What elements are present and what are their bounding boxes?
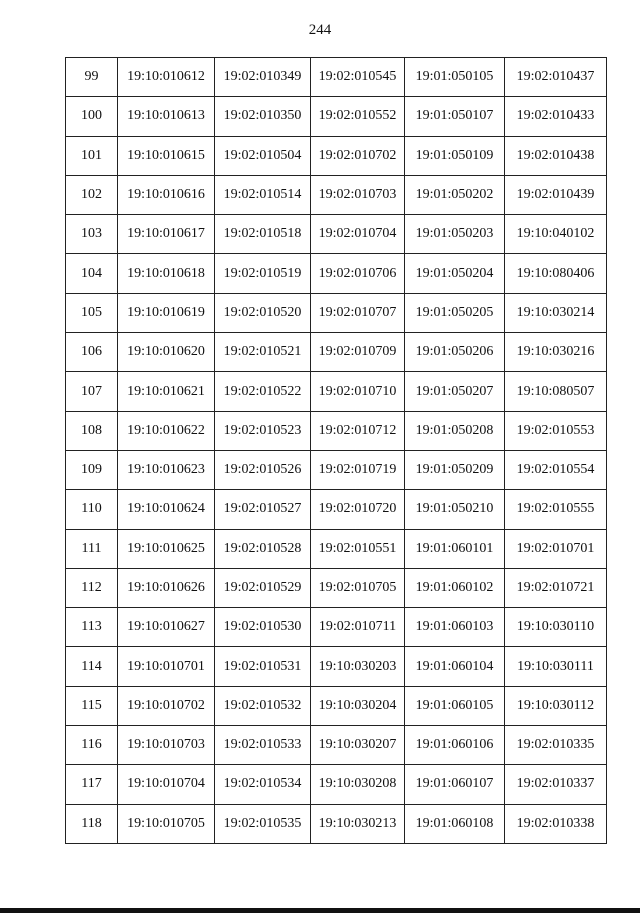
cadastral-number-cell: 19:01:050206 bbox=[405, 333, 505, 372]
cadastral-number-cell: 19:02:010535 bbox=[215, 804, 311, 843]
cadastral-number-cell: 19:02:010338 bbox=[505, 804, 607, 843]
row-number-cell: 115 bbox=[66, 686, 118, 725]
cadastral-number-cell: 19:10:010627 bbox=[118, 608, 215, 647]
cadastral-number-cell: 19:02:010437 bbox=[505, 58, 607, 97]
cadastral-number-cell: 19:01:050207 bbox=[405, 372, 505, 411]
cadastral-number-cell: 19:01:050204 bbox=[405, 254, 505, 293]
cadastral-number-cell: 19:10:030214 bbox=[505, 293, 607, 332]
cadastral-number-cell: 19:10:010619 bbox=[118, 293, 215, 332]
table-row bbox=[66, 254, 607, 293]
row-number-cell: 100 bbox=[66, 97, 118, 136]
cadastral-number-cell: 19:01:060101 bbox=[405, 529, 505, 568]
row-number-cell: 108 bbox=[66, 411, 118, 450]
table-row bbox=[66, 450, 607, 489]
cadastral-number-cell: 19:02:010553 bbox=[505, 411, 607, 450]
cadastral-number-cell: 19:02:010532 bbox=[215, 686, 311, 725]
table-row bbox=[66, 97, 607, 136]
table-row bbox=[66, 372, 607, 411]
cadastral-number-cell: 19:02:010514 bbox=[215, 175, 311, 214]
cadastral-number-cell: 19:10:030110 bbox=[505, 608, 607, 647]
table-row bbox=[66, 411, 607, 450]
cadastral-number-cell: 19:02:010438 bbox=[505, 136, 607, 175]
cadastral-number-cell: 19:02:010522 bbox=[215, 372, 311, 411]
cadastral-number-cell: 19:02:010720 bbox=[311, 490, 405, 529]
table-row bbox=[66, 136, 607, 175]
cadastral-number-cell: 19:02:010433 bbox=[505, 97, 607, 136]
row-number-cell: 101 bbox=[66, 136, 118, 175]
cadastral-number-cell: 19:02:010531 bbox=[215, 647, 311, 686]
row-number-cell: 102 bbox=[66, 175, 118, 214]
cadastral-number-cell: 19:10:030112 bbox=[505, 686, 607, 725]
cadastral-number-cell: 19:10:010705 bbox=[118, 804, 215, 843]
cadastral-number-cell: 19:02:010710 bbox=[311, 372, 405, 411]
cadastral-number-cell: 19:10:030204 bbox=[311, 686, 405, 725]
cadastral-number-cell: 19:10:010702 bbox=[118, 686, 215, 725]
cadastral-number-cell: 19:02:010521 bbox=[215, 333, 311, 372]
cadastral-number-cell: 19:10:030208 bbox=[311, 765, 405, 804]
cadastral-number-cell: 19:01:050209 bbox=[405, 450, 505, 489]
cadastral-number-cell: 19:02:010349 bbox=[215, 58, 311, 97]
cadastral-number-cell: 19:02:010551 bbox=[311, 529, 405, 568]
cadastral-number-cell: 19:01:060105 bbox=[405, 686, 505, 725]
cadastral-number-cell: 19:02:010554 bbox=[505, 450, 607, 489]
row-number-cell: 109 bbox=[66, 450, 118, 489]
cadastral-number-cell: 19:10:010624 bbox=[118, 490, 215, 529]
table-row bbox=[66, 647, 607, 686]
cadastral-number-cell: 19:01:060103 bbox=[405, 608, 505, 647]
cadastral-number-cell: 19:02:010504 bbox=[215, 136, 311, 175]
cadastral-number-cell: 19:10:080507 bbox=[505, 372, 607, 411]
cadastral-number-cell: 19:10:010621 bbox=[118, 372, 215, 411]
cadastral-number-cell: 19:01:050107 bbox=[405, 97, 505, 136]
cadastral-number-cell: 19:01:050109 bbox=[405, 136, 505, 175]
cadastral-number-cell: 19:02:010534 bbox=[215, 765, 311, 804]
cadastral-number-cell: 19:01:050203 bbox=[405, 215, 505, 254]
table-row bbox=[66, 175, 607, 214]
table-row bbox=[66, 804, 607, 843]
cadastral-number-cell: 19:10:010623 bbox=[118, 450, 215, 489]
table-row bbox=[66, 765, 607, 804]
cadastral-number-cell: 19:10:010617 bbox=[118, 215, 215, 254]
cadastral-number-cell: 19:02:010528 bbox=[215, 529, 311, 568]
cadastral-number-cell: 19:02:010533 bbox=[215, 726, 311, 765]
row-number-cell: 116 bbox=[66, 726, 118, 765]
table-row bbox=[66, 726, 607, 765]
row-number-cell: 104 bbox=[66, 254, 118, 293]
cadastral-number-cell: 19:10:010618 bbox=[118, 254, 215, 293]
cadastral-number-cell: 19:02:010529 bbox=[215, 568, 311, 607]
table-body bbox=[66, 58, 607, 844]
cadastral-number-cell: 19:02:010519 bbox=[215, 254, 311, 293]
cadastral-number-cell: 19:02:010704 bbox=[311, 215, 405, 254]
cadastral-number-cell: 19:10:040102 bbox=[505, 215, 607, 254]
row-number-cell: 106 bbox=[66, 333, 118, 372]
cadastral-number-cell: 19:10:010703 bbox=[118, 726, 215, 765]
cadastral-number-cell: 19:10:030213 bbox=[311, 804, 405, 843]
table-row bbox=[66, 293, 607, 332]
cadastral-number-cell: 19:01:060102 bbox=[405, 568, 505, 607]
cadastral-number-cell: 19:01:060107 bbox=[405, 765, 505, 804]
cadastral-number-cell: 19:01:050105 bbox=[405, 58, 505, 97]
cadastral-number-cell: 19:02:010709 bbox=[311, 333, 405, 372]
cadastral-number-cell: 19:02:010721 bbox=[505, 568, 607, 607]
table-row bbox=[66, 215, 607, 254]
cadastral-number-cell: 19:02:010555 bbox=[505, 490, 607, 529]
row-number-cell: 118 bbox=[66, 804, 118, 843]
page-bottom-edge bbox=[0, 908, 640, 913]
cadastral-number-cell: 19:10:010622 bbox=[118, 411, 215, 450]
cadastral-number-cell: 19:02:010702 bbox=[311, 136, 405, 175]
cadastral-number-cell: 19:10:030111 bbox=[505, 647, 607, 686]
cadastral-number-cell: 19:02:010337 bbox=[505, 765, 607, 804]
row-number-cell: 103 bbox=[66, 215, 118, 254]
cadastral-number-cell: 19:02:010711 bbox=[311, 608, 405, 647]
cadastral-number-cell: 19:02:010523 bbox=[215, 411, 311, 450]
cadastral-number-cell: 19:02:010526 bbox=[215, 450, 311, 489]
cadastral-number-cell: 19:02:010530 bbox=[215, 608, 311, 647]
table-row bbox=[66, 686, 607, 725]
cadastral-number-cell: 19:10:010620 bbox=[118, 333, 215, 372]
row-number-cell: 112 bbox=[66, 568, 118, 607]
row-number-cell: 110 bbox=[66, 490, 118, 529]
cadastral-number-cell: 19:10:010626 bbox=[118, 568, 215, 607]
row-number-cell: 111 bbox=[66, 529, 118, 568]
cadastral-number-cell: 19:02:010545 bbox=[311, 58, 405, 97]
table-row bbox=[66, 608, 607, 647]
cadastral-number-cell: 19:02:010707 bbox=[311, 293, 405, 332]
cadastral-number-cell: 19:10:010701 bbox=[118, 647, 215, 686]
cadastral-number-cell: 19:02:010439 bbox=[505, 175, 607, 214]
cadastral-number-cell: 19:10:010613 bbox=[118, 97, 215, 136]
cadastral-number-cell: 19:02:010705 bbox=[311, 568, 405, 607]
cadastral-number-cell: 19:01:050202 bbox=[405, 175, 505, 214]
cadastral-table bbox=[65, 57, 607, 844]
cadastral-number-cell: 19:01:060106 bbox=[405, 726, 505, 765]
cadastral-number-cell: 19:10:010616 bbox=[118, 175, 215, 214]
row-number-cell: 107 bbox=[66, 372, 118, 411]
cadastral-number-cell: 19:01:050210 bbox=[405, 490, 505, 529]
cadastral-number-cell: 19:02:010552 bbox=[311, 97, 405, 136]
row-number-cell: 114 bbox=[66, 647, 118, 686]
cadastral-number-cell: 19:01:050208 bbox=[405, 411, 505, 450]
cadastral-number-cell: 19:02:010518 bbox=[215, 215, 311, 254]
cadastral-number-cell: 19:02:010719 bbox=[311, 450, 405, 489]
cadastral-number-cell: 19:10:030207 bbox=[311, 726, 405, 765]
row-number-cell: 99 bbox=[66, 58, 118, 97]
row-number-cell: 113 bbox=[66, 608, 118, 647]
table-row bbox=[66, 333, 607, 372]
cadastral-number-cell: 19:10:010615 bbox=[118, 136, 215, 175]
cadastral-number-cell: 19:02:010527 bbox=[215, 490, 311, 529]
row-number-cell: 105 bbox=[66, 293, 118, 332]
cadastral-number-cell: 19:10:080406 bbox=[505, 254, 607, 293]
cadastral-number-cell: 19:02:010712 bbox=[311, 411, 405, 450]
cadastral-number-cell: 19:02:010703 bbox=[311, 175, 405, 214]
cadastral-number-cell: 19:10:030203 bbox=[311, 647, 405, 686]
row-number-cell: 117 bbox=[66, 765, 118, 804]
cadastral-number-cell: 19:01:050205 bbox=[405, 293, 505, 332]
cadastral-number-cell: 19:10:010625 bbox=[118, 529, 215, 568]
cadastral-number-cell: 19:02:010520 bbox=[215, 293, 311, 332]
cadastral-number-cell: 19:10:010704 bbox=[118, 765, 215, 804]
table-row bbox=[66, 58, 607, 97]
cadastral-number-cell: 19:01:060104 bbox=[405, 647, 505, 686]
cadastral-number-cell: 19:02:010701 bbox=[505, 529, 607, 568]
table-row bbox=[66, 490, 607, 529]
cadastral-number-cell: 19:10:030216 bbox=[505, 333, 607, 372]
cadastral-number-cell: 19:02:010706 bbox=[311, 254, 405, 293]
cadastral-number-cell: 19:10:010612 bbox=[118, 58, 215, 97]
table-row bbox=[66, 529, 607, 568]
table-row bbox=[66, 568, 607, 607]
page-number: 244 bbox=[308, 22, 332, 38]
cadastral-number-cell: 19:02:010350 bbox=[215, 97, 311, 136]
cadastral-number-cell: 19:02:010335 bbox=[505, 726, 607, 765]
cadastral-number-cell: 19:01:060108 bbox=[405, 804, 505, 843]
